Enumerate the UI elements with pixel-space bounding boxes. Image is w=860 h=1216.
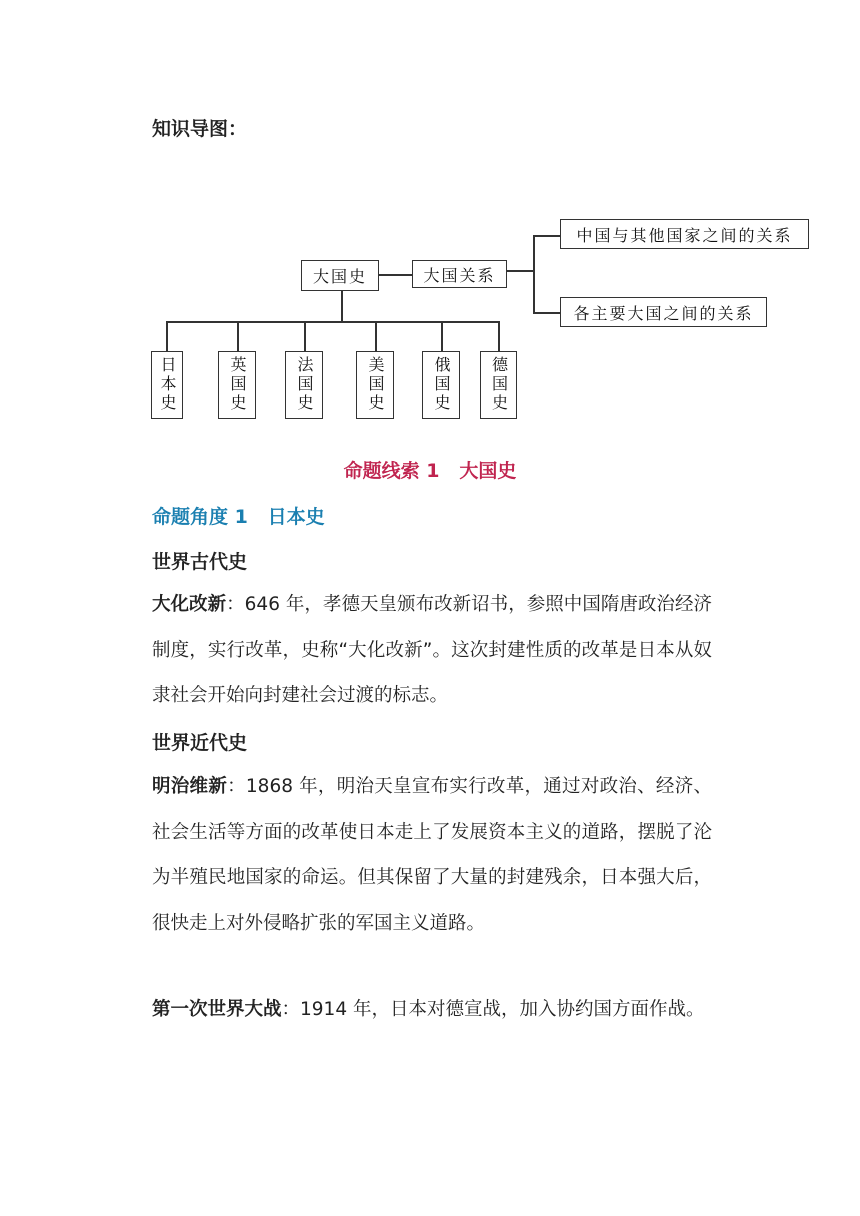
history-box-russia: 俄国史 — [422, 351, 460, 419]
relations-box: 大国关系 — [412, 260, 507, 288]
connector — [533, 312, 560, 314]
text-ww1: ：1914 年，日本对德宣战，加入协约国方面作战。 — [281, 999, 705, 1020]
connector — [341, 291, 343, 322]
connector — [507, 270, 533, 272]
connector — [441, 321, 443, 351]
root-box: 大国史 — [301, 260, 379, 291]
paragraph-meiji — [152, 764, 712, 946]
connector — [498, 321, 500, 351]
relation-item-box: 各主要大国之间的关系 — [560, 297, 767, 327]
connector — [533, 235, 535, 313]
section-heading-ancient: 世界古代史 — [152, 551, 248, 573]
text-taika: ：646 年，孝德天皇颁布改新诏书，参照中国隋唐政治经济制度，实行改革，史称“大化改新”。这次封建性质的改革是日本从奴隶社会开始向封建社会过渡的标志。 — [152, 594, 712, 706]
connector — [375, 321, 377, 351]
text-meiji: ：1868 年，明治天皇宣布实行改革，通过对政治、经济、社会生活等方面的改革使日本走上了发展资本主义的道路，摆脱了沦为半殖民地国家的命运。但其保留了大量的封建残余，日本强大后，很快走上对外侵略扩张的军国主义道路。 — [152, 776, 712, 934]
clue-title: 命题线索 1 大国史 — [343, 460, 517, 482]
history-box-britain: 英国史 — [218, 351, 256, 419]
paragraph-taika — [152, 582, 712, 719]
connector — [533, 235, 560, 237]
history-box-japan: 日本史 — [151, 351, 183, 419]
knowledge-map-diagram — [0, 0, 860, 440]
term-taika: 大化改新 — [152, 594, 227, 615]
section-heading-modern: 世界近代史 — [152, 732, 248, 754]
connector — [304, 321, 306, 351]
history-box-germany: 德国史 — [480, 351, 517, 419]
paragraph-ww1 — [152, 987, 712, 1033]
angle-title: 命题角度 1 日本史 — [152, 506, 325, 528]
knowledge-map-heading: 知识导图： — [152, 118, 248, 140]
connector — [166, 321, 499, 323]
connector — [166, 321, 168, 351]
term-ww1: 第一次世界大战 — [152, 999, 282, 1020]
history-box-france: 法国史 — [285, 351, 323, 419]
connector — [379, 274, 412, 276]
relation-item-box: 中国与其他国家之间的关系 — [560, 219, 809, 249]
term-meiji: 明治维新 — [152, 776, 228, 797]
connector — [237, 321, 239, 351]
history-box-usa: 美国史 — [356, 351, 394, 419]
